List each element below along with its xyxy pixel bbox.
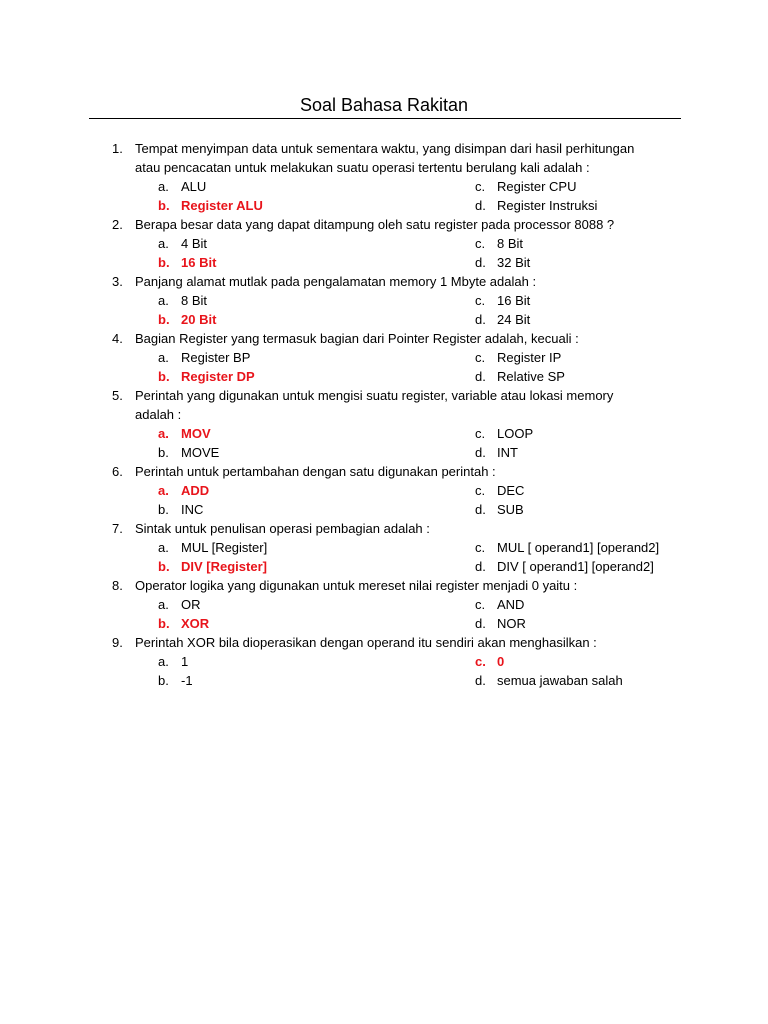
question-item: [0, 272, 768, 329]
option-text: -1: [181, 673, 193, 688]
option-text: Relative SP: [497, 369, 565, 384]
option-text: MUL [Register]: [181, 540, 268, 555]
question-item: [0, 329, 768, 386]
option-letter: d.: [475, 673, 486, 688]
option-letter: b.: [158, 616, 170, 631]
question-text: Panjang alamat mutlak pada pengalamatan memory 1 Mbyte adalah :: [135, 274, 537, 289]
option-letter: b.: [158, 445, 169, 460]
option-letter: d.: [475, 616, 486, 631]
option-text: semua jawaban salah: [497, 673, 623, 688]
option-letter: d.: [475, 198, 486, 213]
option-row: [0, 310, 768, 329]
option-letter: c.: [475, 483, 486, 498]
option-text: MOV: [181, 426, 211, 441]
option-text: INT: [497, 445, 518, 460]
option-letter: d.: [475, 502, 486, 517]
option-row: [0, 595, 768, 614]
question-item: [0, 576, 768, 633]
question-line: [0, 139, 768, 158]
option-text: ALU: [181, 179, 207, 194]
option-text: MUL [ operand1] [operand2]: [497, 540, 660, 555]
question-line: [0, 386, 768, 405]
question-text: Tempat menyimpan data untuk sementara waktu, yang disimpan dari hasil perhitungan: [135, 141, 635, 156]
option-letter: d.: [475, 369, 486, 384]
question-text: adalah :: [135, 407, 182, 422]
question-number: 6.: [112, 464, 123, 479]
question-line: [0, 519, 768, 538]
option-letter: d.: [475, 255, 486, 270]
option-text: Register CPU: [497, 179, 577, 194]
question-number: 8.: [112, 578, 123, 593]
option-row: [0, 367, 768, 386]
question-item: [0, 519, 768, 576]
option-letter: b.: [158, 502, 169, 517]
question-line: [0, 329, 768, 348]
question-line: [0, 272, 768, 291]
option-text: 32 Bit: [497, 255, 531, 270]
option-letter: d.: [475, 559, 486, 574]
question-number: 3.: [112, 274, 123, 289]
question-number: 7.: [112, 521, 123, 536]
option-row: [0, 253, 768, 272]
question-line: [0, 462, 768, 481]
option-letter: b.: [158, 559, 170, 574]
option-row: [0, 652, 768, 671]
option-row: [0, 234, 768, 253]
option-text: 16 Bit: [497, 293, 531, 308]
option-text: Register BP: [181, 350, 251, 365]
question-line: [0, 576, 768, 595]
question-item: [0, 215, 768, 272]
option-letter: a.: [158, 654, 169, 669]
option-text: SUB: [497, 502, 524, 517]
option-letter: a.: [158, 483, 169, 498]
question-line: [0, 633, 768, 652]
option-row: [0, 500, 768, 519]
option-text: 16 Bit: [181, 255, 217, 270]
option-row: [0, 614, 768, 633]
question-text: Bagian Register yang termasuk bagian dari Pointer Register adalah, kecuali :: [135, 331, 579, 346]
question-item: [0, 633, 768, 690]
option-text: INC: [181, 502, 204, 517]
option-text: Register Instruksi: [497, 198, 598, 213]
option-letter: c.: [475, 293, 486, 308]
question-text: Perintah yang digunakan untuk mengisi suatu register, variable atau lokasi memory: [135, 388, 614, 403]
option-text: NOR: [497, 616, 526, 631]
option-letter: a.: [158, 350, 169, 365]
option-text: Register DP: [181, 369, 255, 384]
question-number: 9.: [112, 635, 123, 650]
option-letter: c.: [475, 236, 486, 251]
option-text: OR: [181, 597, 201, 612]
question-number: 1.: [112, 141, 123, 156]
question-text: Berapa besar data yang dapat ditampung oleh satu register pada processor 8088 ?: [135, 217, 615, 232]
option-text: 8 Bit: [497, 236, 524, 251]
option-letter: c.: [475, 654, 486, 669]
option-text: MOVE: [181, 445, 220, 460]
option-text: DIV [Register]: [181, 559, 267, 574]
option-letter: a.: [158, 426, 169, 441]
option-text: AND: [497, 597, 525, 612]
option-row: [0, 424, 768, 443]
question-item: [0, 386, 768, 462]
option-text: 8 Bit: [181, 293, 208, 308]
option-letter: a.: [158, 540, 169, 555]
option-row: [0, 291, 768, 310]
question-text: Sintak untuk penulisan operasi pembagian adalah :: [135, 521, 430, 536]
question-item: [0, 462, 768, 519]
option-letter: b.: [158, 198, 170, 213]
option-text: 4 Bit: [181, 236, 208, 251]
option-row: [0, 443, 768, 462]
page-title: Soal Bahasa Rakitan: [299, 95, 469, 115]
option-text: ADD: [181, 483, 210, 498]
option-text: Register ALU: [181, 198, 263, 213]
option-letter: a.: [158, 597, 169, 612]
question-text: Perintah untuk pertambahan dengan satu digunakan perintah :: [135, 464, 496, 479]
question-number: 2.: [112, 217, 123, 232]
option-letter: a.: [158, 236, 169, 251]
option-row: [0, 557, 768, 576]
option-text: 20 Bit: [181, 312, 217, 327]
option-letter: b.: [158, 673, 169, 688]
option-letter: c.: [475, 350, 486, 365]
option-text: 1: [181, 654, 189, 669]
option-letter: c.: [475, 597, 486, 612]
question-line: [0, 158, 768, 177]
option-letter: d.: [475, 312, 486, 327]
question-line: [0, 215, 768, 234]
option-row: [0, 538, 768, 557]
option-letter: c.: [475, 426, 486, 441]
option-letter: a.: [158, 179, 169, 194]
question-item: [0, 139, 768, 215]
option-letter: c.: [475, 179, 486, 194]
question-text: Perintah XOR bila dioperasikan dengan operand itu sendiri akan menghasilkan :: [135, 635, 597, 650]
option-letter: c.: [475, 540, 486, 555]
option-text: DIV [ operand1] [operand2]: [497, 559, 654, 574]
option-letter: b.: [158, 255, 170, 270]
option-text: DEC: [497, 483, 525, 498]
question-number: 5.: [112, 388, 123, 403]
option-text: 24 Bit: [497, 312, 531, 327]
option-letter: a.: [158, 293, 169, 308]
title-divider: [89, 118, 681, 119]
option-text: Register IP: [497, 350, 562, 365]
option-letter: b.: [158, 312, 170, 327]
option-text: LOOP: [497, 426, 534, 441]
question-text: Operator logika yang digunakan untuk mereset nilai register menjadi 0 yaitu :: [135, 578, 578, 593]
question-text: atau pencacatan untuk melakukan suatu operasi tertentu berulang kali adalah :: [135, 160, 590, 175]
option-letter: d.: [475, 445, 486, 460]
option-row: [0, 348, 768, 367]
question-number: 4.: [112, 331, 123, 346]
option-text: 0: [497, 654, 505, 669]
option-text: XOR: [181, 616, 210, 631]
option-letter: b.: [158, 369, 170, 384]
question-line: [0, 405, 768, 424]
option-row: [0, 481, 768, 500]
option-row: [0, 671, 768, 690]
question-list: [0, 139, 768, 690]
option-row: [0, 196, 768, 215]
option-row: [0, 177, 768, 196]
